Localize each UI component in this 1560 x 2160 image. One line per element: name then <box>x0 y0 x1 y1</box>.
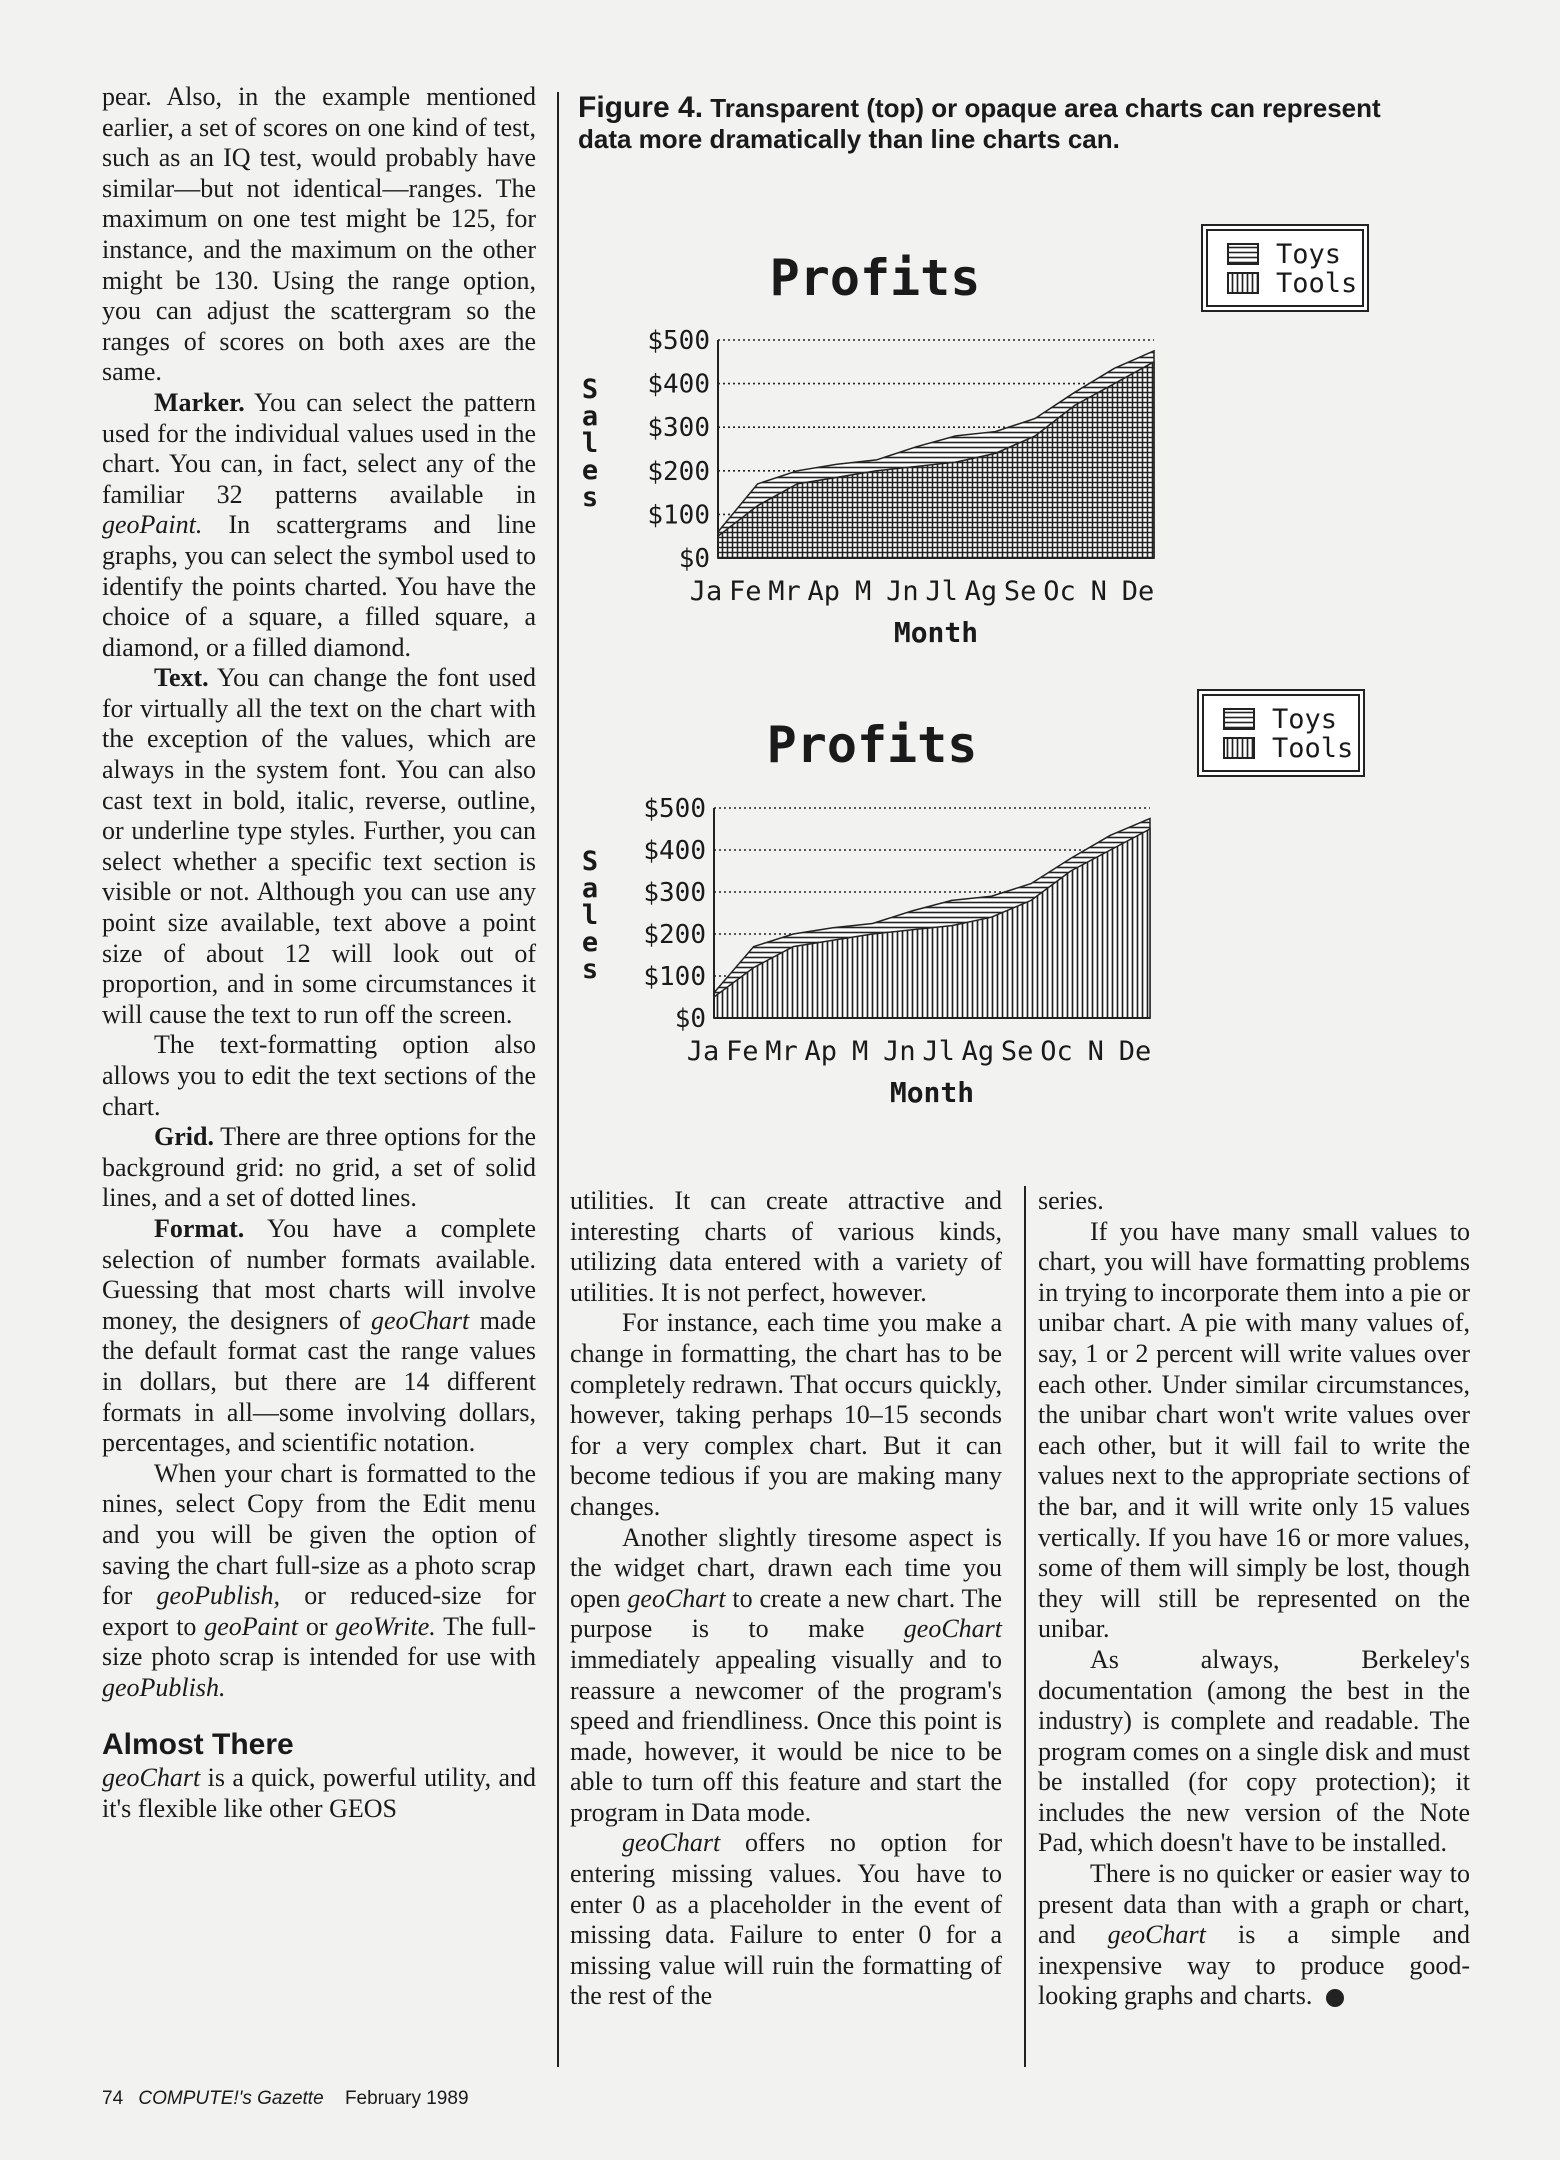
page-number: 74 <box>102 2088 124 2109</box>
x-tick-label: Oc <box>1040 1036 1073 1067</box>
x-tick-label: Oc <box>1043 576 1076 607</box>
y-tick-label: $500 <box>647 326 710 356</box>
x-tick-label: Fe <box>726 1036 759 1067</box>
column-3 <box>1038 1186 1470 2012</box>
x-tick-label: N <box>1090 576 1107 607</box>
x-tick-label: Ap <box>807 576 841 607</box>
legend-swatch-toys <box>1224 709 1254 729</box>
x-tick-label: De <box>1121 576 1155 607</box>
y-tick-label: $400 <box>643 836 706 866</box>
column-1 <box>102 82 536 1825</box>
y-axis-label: S a l e s <box>581 846 599 985</box>
col3-paragraph-2: If you have many small values to chart, you will have formatting problems in trying to incorporate them into a pie or unibar chart. A pie with many values of, say, 1 or 2 percent will write values over each other. Under similar circumstances, the unibar chart won't write values over each other, but it will fail to write the values next to the appropriate sections of the bar, and it will write only 15 values vertically. If you have 16 or more values, some of them will simply be lost, though they will still be represented on the unibar. <box>1038 1216 1470 1644</box>
col1-text-paragraph: Text. You can change the font used for virtually all the text on the chart with the exception of the values, which are always in the system font. You can also cast text in bold, italic, reverse, outline, or underline type styles. Further, you can select whether a specific text section is visible or not. Although you can use any point size available, text above a point size of about 12 will look out of proportion, and in some circumstances it will cause the text to run off the screen. <box>102 663 536 1029</box>
issue-date: February 1989 <box>344 2088 469 2109</box>
profits-chart-opaque <box>570 680 1390 1120</box>
col1-marker-paragraph: Marker. You can select the pattern used for the individual values used in the chart. You can, in fact, select any of the familiar 32 patterns available in geoPaint. In scattergrams and line graphs, you can select the symbol used to identify the points charted. You have the choice of a square, a filled square, a diamond, or a filled diamond. <box>102 387 537 662</box>
x-tick-label: Jn <box>886 576 919 607</box>
y-tick-label: $0 <box>674 1004 706 1034</box>
legend-swatch-tools <box>1228 273 1258 293</box>
col2-paragraph-2: For instance, each time you make a change in formatting, the chart has to be completely redrawn. That occurs quickly, however, taking perhaps 10–15 seconds for a very complex chart. But it can become tedious if you are making many changes. <box>570 1308 1002 1521</box>
x-tick-label: Mr <box>768 576 801 607</box>
col1-textfmt-paragraph: The text-formatting option also allows you to edit the text sections of the chart. <box>102 1030 536 1121</box>
x-tick-label: Se <box>1003 576 1037 607</box>
x-axis-label: Month <box>893 616 979 649</box>
col1-grid-paragraph: Grid. There are three options for the background grid: no grid, a set of solid lines, and a set of dotted lines. <box>102 1122 536 1213</box>
x-tick-label: M <box>851 1036 869 1067</box>
col2-paragraph-4: geoChart offers no option for entering missing values. You have to enter 0 as a placeholder in the event of missing data. Failure to enter 0 for a missing value will ruin the formatting of the rest of the <box>570 1828 1003 2011</box>
page-footer <box>102 2088 469 2110</box>
x-tick-label: Ja <box>689 576 723 607</box>
x-tick-label: Jn <box>883 1036 916 1067</box>
col1-paragraph-1: pear. Also, in the example mentioned earlier, a set of scores on one kind of test, such as an IQ test, would probably have similar—but not identical—ranges. The maximum on one test might be 125, for instance, and the maximum on the other might be 130. Using the range option, you can adjust the scattergram so the ranges of scores on both axes are the same. <box>102 82 536 387</box>
chart-title: Profits <box>769 249 981 307</box>
marker-heading: Marker. <box>154 387 245 417</box>
figure-caption <box>578 92 1408 155</box>
col1-format-paragraph: Format. You have a complete selection of number formats available. Guessing that most charts will involve money, the designers of geoChart made the default format cast the range values in dollars, but there are 14 different formats in all—some involving dollars, percentages, and scientific notation. <box>102 1213 536 1458</box>
column-2 <box>570 1186 1002 2012</box>
col2-paragraph-1: utilities. It can create attractive and interesting charts of various kinds, utilizing data entered with a variety of utilities. It is not perfect, however. <box>570 1186 1002 1307</box>
profits-chart-transparent <box>570 210 1390 660</box>
x-tick-label: Ag <box>964 576 998 607</box>
legend-label-tools: Tools <box>1272 733 1354 764</box>
figure-label: Figure 4. <box>578 91 704 124</box>
col2-paragraph-3: Another slightly tiresome aspect is the widget chart, drawn each time you open geoChart to create a new chart. The purpose is to make geoChart immediately appealing visually and to reassure a newcomer of the program's speed and friendliness. Once this point is made, however, it would be nice to be able to turn off this feature and start the program in Data mode. <box>570 1522 1003 1827</box>
y-tick-label: $500 <box>643 794 706 824</box>
x-tick-label: Ap <box>804 1036 838 1067</box>
x-axis-label: Month <box>889 1076 975 1109</box>
y-axis-label: S a l e s <box>581 374 599 513</box>
y-tick-label: $100 <box>647 500 710 531</box>
format-heading: Format. <box>154 1213 245 1243</box>
legend-label-tools: Tools <box>1276 268 1358 299</box>
col1-copy-paragraph: When your chart is formatted to the nines, select Copy from the Edit menu and you will be given the option of saving the chart full-size as a photo scrap for geoPublish, or reduced-size for export to geoPaint or geoWrite. The full-size photo scrap is intended for use with geoPublish. <box>102 1458 537 1702</box>
legend-label-toys: Toys <box>1276 239 1342 270</box>
legend-label-toys: Toys <box>1272 704 1338 735</box>
x-tick-label: Jl <box>922 1036 955 1067</box>
chart-legend <box>1198 690 1364 776</box>
col1-almost-paragraph: geoChart is a quick, powerful utility, and it's flexible like other GEOS <box>102 1763 536 1824</box>
end-of-article-icon <box>1326 1989 1344 2007</box>
col3-paragraph-4: There is no quicker or easier way to present data than with a graph or chart, and geoChart is a simple and inexpensive way to produce good-looking graphs and charts. <box>1038 1859 1470 2011</box>
x-tick-label: N <box>1087 1036 1104 1067</box>
y-tick-label: $400 <box>647 369 710 400</box>
x-tick-label: Mr <box>765 1036 798 1067</box>
text-heading: Text. <box>154 663 209 693</box>
figure-caption-text: Transparent (top) or opaque area charts can represent data more dramatically than line charts can. <box>578 93 1381 154</box>
legend-swatch-toys <box>1228 244 1258 264</box>
x-tick-label: Ja <box>686 1036 720 1067</box>
y-tick-label: $200 <box>647 456 710 487</box>
x-tick-label: Fe <box>729 576 762 607</box>
y-tick-label: $300 <box>643 878 706 908</box>
y-tick-label: $100 <box>643 962 706 992</box>
section-heading-almost-there: Almost There <box>102 1728 294 1762</box>
y-tick-label: $0 <box>678 544 710 574</box>
x-tick-label: Jl <box>925 576 958 607</box>
grid-heading: Grid. <box>154 1122 214 1152</box>
chart-title: Profits <box>766 716 978 774</box>
x-tick-label: Ag <box>961 1036 995 1067</box>
y-tick-label: $300 <box>647 413 710 444</box>
x-tick-label: De <box>1118 1036 1152 1067</box>
x-tick-label: M <box>854 576 872 607</box>
column-rule-right <box>1024 1186 1026 2067</box>
col3-paragraph-3: As always, Berkeley's documentation (among the best in the industry) is complete and readable. The program comes on a single disk and must be installed (for copy protection); it includes the new version of the Note Pad, which doesn't have to be installed. <box>1038 1644 1470 1858</box>
column-rule-left <box>557 92 559 2067</box>
chart-legend <box>1202 225 1368 311</box>
col3-paragraph-1: series. <box>1038 1186 1104 1215</box>
legend-swatch-tools <box>1224 738 1254 758</box>
x-tick-label: Se <box>1000 1036 1034 1067</box>
publication-name: COMPUTE!'s Gazette <box>138 2088 324 2109</box>
y-tick-label: $200 <box>643 920 706 950</box>
